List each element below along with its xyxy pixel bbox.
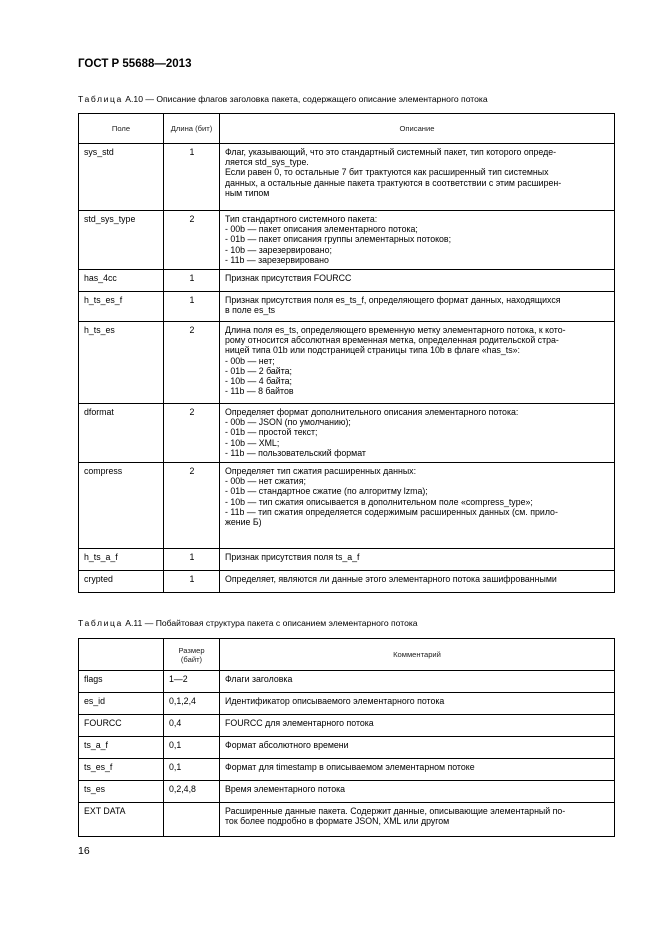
text-line: Тип стандартного системного пакета:	[225, 214, 378, 224]
table-row	[79, 549, 615, 571]
text-line: Флаг, указывающий, что это стандартный системный пакет, тип которого опреде-	[225, 147, 557, 157]
table-a11	[78, 638, 615, 837]
table-row	[79, 693, 615, 715]
length-cell: 2	[164, 463, 220, 549]
text-line: Флаги заголовка	[225, 674, 293, 684]
text-line: - 11b — пользовательский формат	[225, 447, 366, 458]
description-cell	[220, 571, 615, 593]
field-cell: sys_std	[79, 144, 164, 211]
table-row	[79, 571, 615, 593]
length-cell: 1	[164, 549, 220, 571]
description-cell	[220, 144, 615, 211]
text-line: - 10b — XML;	[225, 437, 280, 448]
text-line: ным типом	[225, 187, 270, 198]
length-cell: 1	[164, 270, 220, 292]
table-row	[79, 292, 615, 322]
text-line: данных, а остальные данные пакета трактуются в соответствии с этим расширен-	[225, 177, 562, 188]
text-line: Признак присутствия FOURCC	[225, 273, 352, 284]
text-line: Если равен 0, то остальные 7 бит трактуются как расширенный тип системных	[225, 167, 549, 178]
table-row	[79, 737, 615, 759]
text-line: ляется std_sys_type.	[225, 157, 309, 168]
table-row	[79, 144, 615, 211]
field-cell: has_4cc	[79, 270, 164, 292]
text-line: - 10b — тип сжатия описывается в дополнительном поле «compress_type»;	[225, 496, 533, 507]
text-line: жение Б)	[225, 517, 262, 528]
field-cell: ts_es_f	[79, 759, 164, 781]
table-a10	[78, 113, 615, 593]
column-header-field: Поле	[79, 114, 164, 144]
column-header-description: Описание	[220, 114, 615, 144]
text-line: - 11b — 8 байтов	[225, 386, 294, 397]
text-line: ницей типа 01b или подстраницей страницы типа 10b в флаге «has_ts»:	[225, 345, 520, 356]
description-cell	[220, 292, 615, 322]
comment-cell	[220, 693, 615, 715]
text-line: Идентификатор описываемого элементарного потока	[225, 696, 445, 706]
text-line: - 00b — JSON (по умолчанию);	[225, 417, 351, 428]
text-line: FOURCC для элементарного потока	[225, 718, 374, 728]
size-cell: 0,4	[164, 715, 220, 737]
table-row	[79, 671, 615, 693]
field-cell: FOURCC	[79, 715, 164, 737]
caption-label: Таблица	[78, 618, 123, 628]
field-cell: es_id	[79, 693, 164, 715]
size-cell: 0,1,2,4	[164, 693, 220, 715]
size-cell: 0,1	[164, 759, 220, 781]
comment-cell	[220, 759, 615, 781]
description-cell	[220, 322, 615, 404]
description-cell	[220, 211, 615, 270]
text-line: - 01b — простой текст;	[225, 427, 318, 438]
text-line: - 00b — пакет описания элементарного потока;	[225, 224, 418, 235]
table-row	[79, 715, 615, 737]
text-line: Определяет тип сжатия расширенных данных:	[225, 466, 417, 477]
document-header: ГОСТ Р 55688—2013	[78, 58, 192, 70]
text-line: в поле es_ts	[225, 305, 276, 316]
table-row	[79, 759, 615, 781]
caption-text: А.11 — Побайтовая структура пакета с описанием элементарного потока	[122, 618, 418, 628]
table-row	[79, 211, 615, 270]
column-header-field	[79, 639, 164, 671]
table-row	[79, 404, 615, 463]
field-cell: h_ts_es_f	[79, 292, 164, 322]
comment-cell	[220, 671, 615, 693]
table-row	[79, 322, 615, 404]
field-cell: h_ts_es	[79, 322, 164, 404]
comment-cell	[220, 781, 615, 803]
field-cell: EXT DATA	[79, 803, 164, 837]
length-cell: 2	[164, 211, 220, 270]
field-cell: compress	[79, 463, 164, 549]
length-cell: 1	[164, 292, 220, 322]
length-cell: 2	[164, 322, 220, 404]
description-cell	[220, 404, 615, 463]
text-line: ток более подробно в формате JSON, XML или другом	[225, 816, 450, 827]
table-row	[79, 463, 615, 549]
field-cell: crypted	[79, 571, 164, 593]
field-cell: h_ts_a_f	[79, 549, 164, 571]
field-cell: ts_es	[79, 781, 164, 803]
text-line: Определяет формат дополнительного описания элементарного потока:	[225, 407, 519, 418]
column-header-size: Размер (байт)	[164, 639, 220, 671]
text-line: - 01b — пакет описания группы элементарных потоков;	[225, 234, 452, 245]
table-row	[79, 781, 615, 803]
description-cell	[220, 549, 615, 571]
description-cell	[220, 463, 615, 549]
table-a10-caption	[78, 94, 488, 104]
text-line: - 10b — 4 байта;	[225, 376, 292, 387]
length-cell: 2	[164, 404, 220, 463]
size-cell	[164, 803, 220, 837]
text-line: Признак присутствия поля ts_a_f	[225, 552, 360, 563]
text-line: - 11b — зарезервировано	[225, 254, 329, 265]
text-line: Определяет, являются ли данные этого элементарного потока зашифрованными	[225, 574, 557, 585]
column-header-length: Длина (бит)	[164, 114, 220, 144]
field-cell: ts_a_f	[79, 737, 164, 759]
text-line: - 01b — 2 байта;	[225, 365, 292, 376]
comment-cell	[220, 737, 615, 759]
text-line: - 11b — тип сжатия определяется содержимым расширенных данных (см. прило-	[225, 506, 558, 517]
text-line: - 00b — нет сжатия;	[225, 476, 306, 487]
table-row	[79, 803, 615, 837]
table-a11-caption	[78, 618, 418, 628]
field-cell: flags	[79, 671, 164, 693]
length-cell: 1	[164, 144, 220, 211]
size-cell: 1—2	[164, 671, 220, 693]
column-header-comment: Комментарий	[220, 639, 615, 671]
field-cell: dformat	[79, 404, 164, 463]
text-line: Время элементарного потока	[225, 784, 346, 794]
size-cell: 0,1	[164, 737, 220, 759]
text-line: - 01b — стандартное сжатие (по алгоритму lzma);	[225, 486, 428, 497]
text-line: Длина поля es_ts, определяющего временную метку элементарного потока, к кото-	[225, 325, 566, 336]
comment-cell	[220, 715, 615, 737]
table-row	[79, 270, 615, 292]
comment-cell	[220, 803, 615, 837]
text-line: Расширенные данные пакета. Содержит данные, описывающие элементарный по-	[225, 806, 566, 816]
text-line: Признак присутствия поля es_ts_f, определяющего формат данных, находящихся	[225, 295, 561, 306]
text-line: Формат для timestamp в описываемом элементарном потоке	[225, 762, 475, 772]
description-cell	[220, 270, 615, 292]
text-line: Формат абсолютного времени	[225, 740, 349, 750]
size-cell: 0,2,4,8	[164, 781, 220, 803]
caption-text: А.10 — Описание флагов заголовка пакета, содержащего описание элементарного потока	[122, 94, 488, 104]
length-cell: 1	[164, 571, 220, 593]
field-cell: std_sys_type	[79, 211, 164, 270]
caption-label: Таблица	[78, 94, 123, 104]
page-number: 16	[78, 845, 90, 857]
text-line: рому относится абсолютная временная метка, определенная родительской стра-	[225, 335, 559, 346]
text-line: - 10b — зарезервировано;	[225, 244, 333, 255]
text-line: - 00b — нет;	[225, 355, 275, 366]
